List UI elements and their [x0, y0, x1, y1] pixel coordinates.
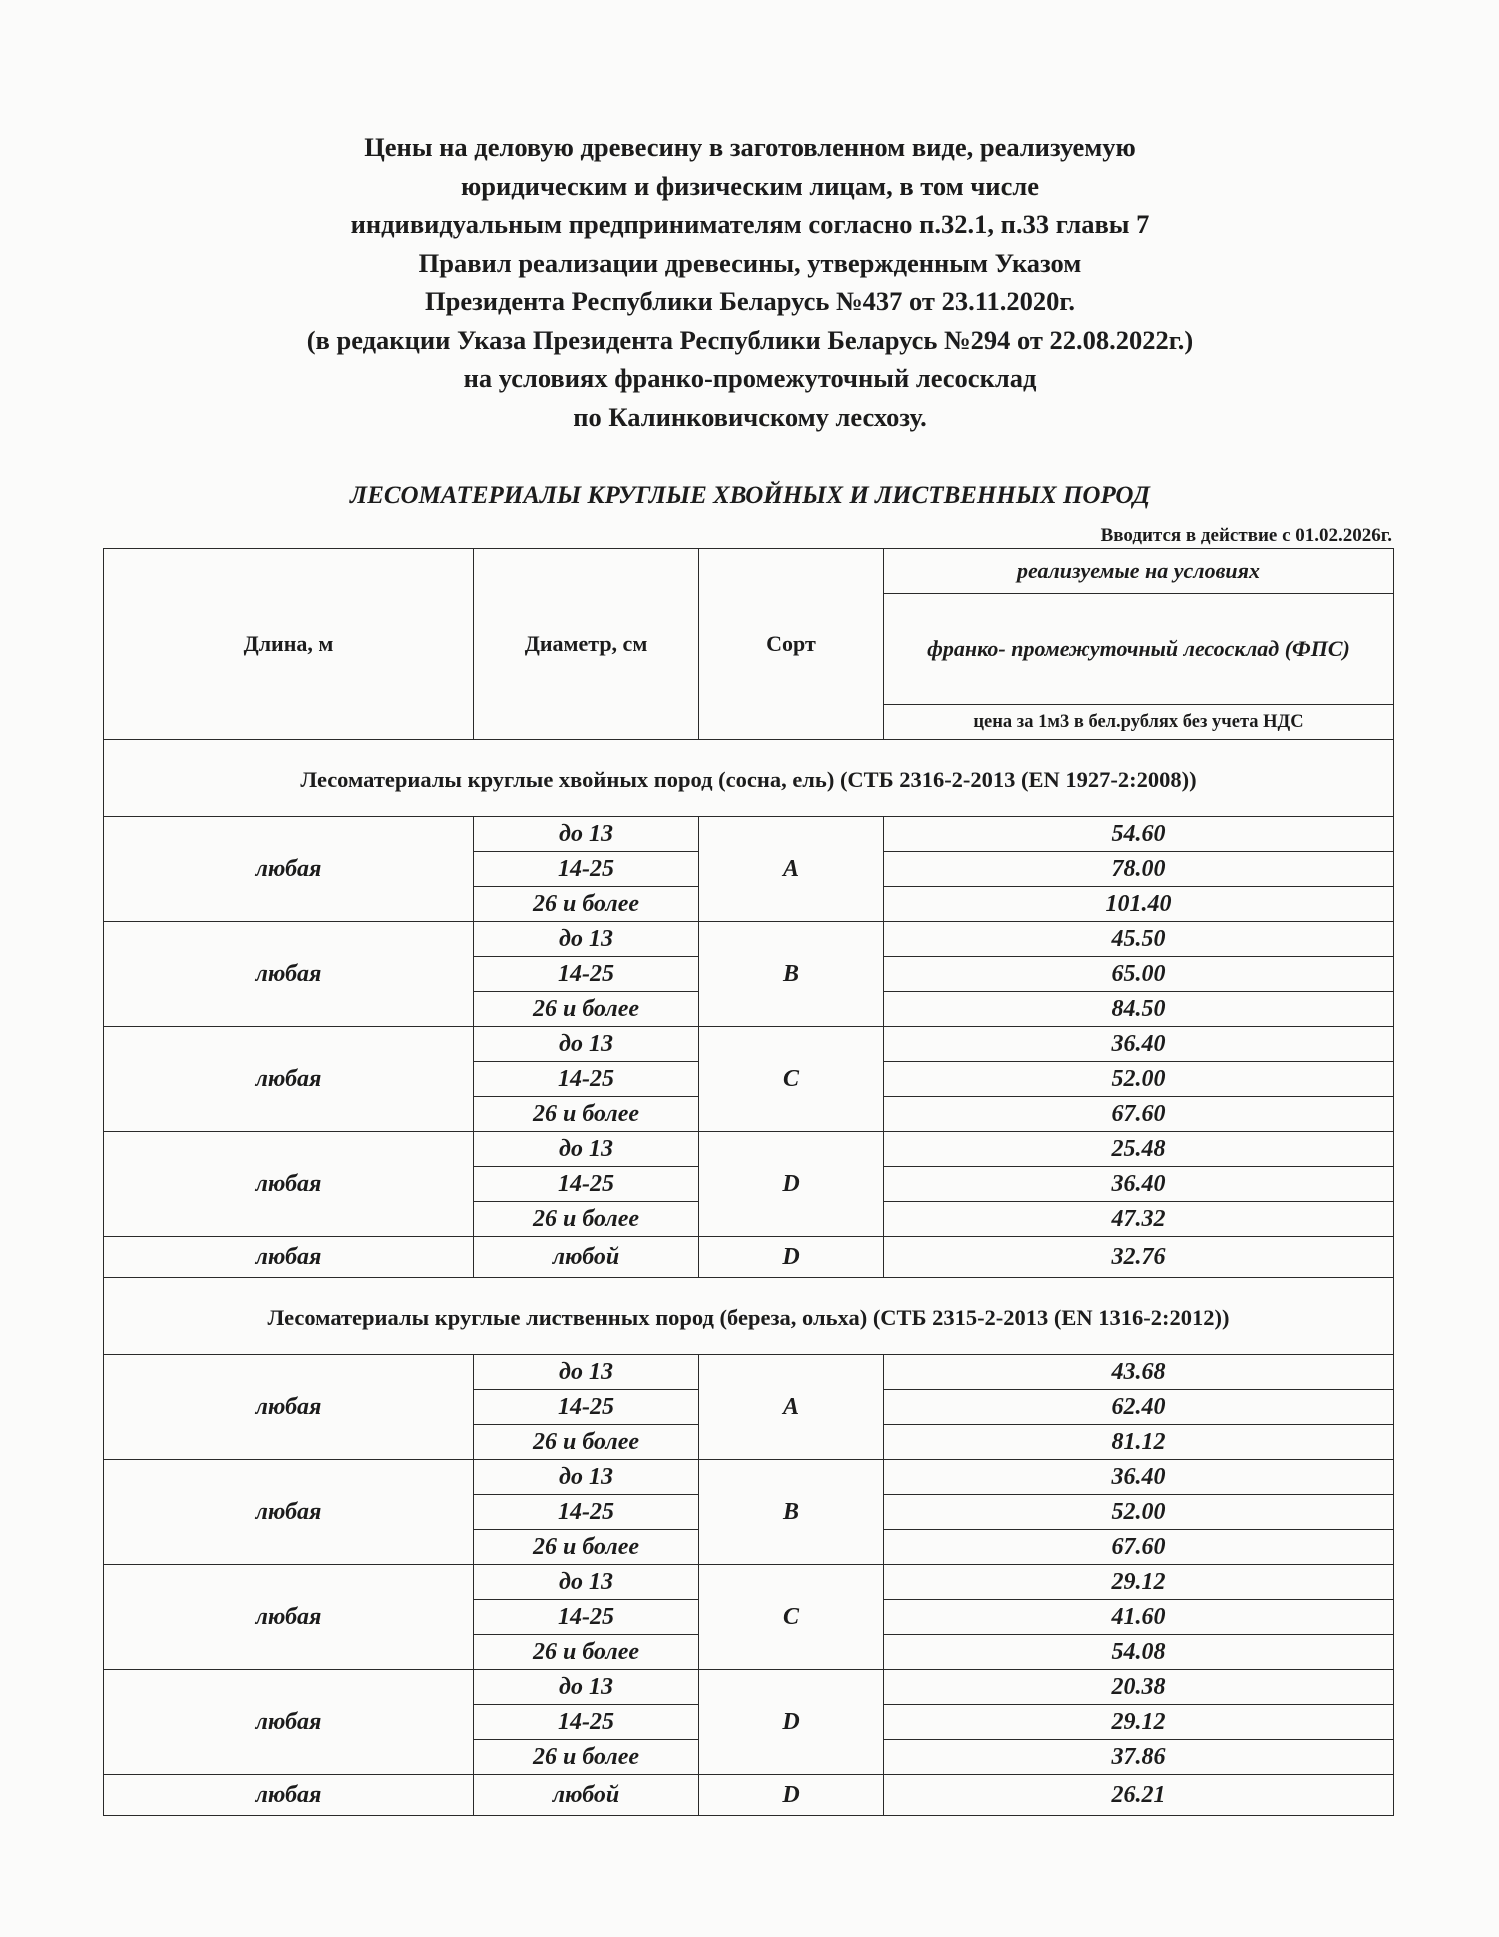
diameter-cell: 14-25	[474, 1600, 699, 1635]
header-diameter: Диаметр, см	[474, 549, 699, 740]
price-cell: 52.00	[884, 1062, 1394, 1097]
diameter-cell: любой	[474, 1775, 699, 1816]
header-length: Длина, м	[104, 549, 474, 740]
price-cell: 67.60	[884, 1530, 1394, 1565]
diameter-cell: 14-25	[474, 1062, 699, 1097]
diameter-cell: до 13	[474, 922, 699, 957]
diameter-cell: 26 и более	[474, 992, 699, 1027]
diameter-cell: 26 и более	[474, 1097, 699, 1132]
price-cell: 101.40	[884, 887, 1394, 922]
diameter-cell: 26 и более	[474, 1740, 699, 1775]
table-row	[104, 1775, 1394, 1816]
diameter-cell: 14-25	[474, 1167, 699, 1202]
header-price-unit: цена за 1м3 в бел.рублях без учета НДС	[884, 705, 1394, 740]
table-row	[104, 1237, 1394, 1278]
price-cell: 78.00	[884, 852, 1394, 887]
price-cell: 43.68	[884, 1355, 1394, 1390]
section-title: Лесоматериалы круглые лиственных пород (береза, ольха) (СТБ 2315-2-2013 (EN 1316-2:2012))	[104, 1278, 1394, 1355]
table-row	[104, 1132, 1394, 1167]
price-cell: 54.60	[884, 817, 1394, 852]
section-title: Лесоматериалы круглые хвойных пород (сосна, ель) (СТБ 2316-2-2013 (EN 1927-2:2008))	[104, 740, 1394, 817]
price-cell: 36.40	[884, 1167, 1394, 1202]
diameter-cell: до 13	[474, 1670, 699, 1705]
price-cell: 54.08	[884, 1635, 1394, 1670]
document-title	[150, 128, 1350, 436]
title-line: юридическим и физическим лицам, в том числе	[461, 170, 1039, 201]
title-line: по Калинковичскому лесхозу.	[573, 401, 927, 432]
price-cell: 81.12	[884, 1425, 1394, 1460]
section-header-row	[104, 740, 1394, 817]
table-row	[104, 817, 1394, 852]
price-cell: 62.40	[884, 1390, 1394, 1425]
length-cell: любая	[104, 1237, 474, 1278]
diameter-cell: 14-25	[474, 1495, 699, 1530]
length-cell: любая	[104, 1027, 474, 1132]
grade-cell: A	[699, 817, 884, 922]
diameter-cell: 14-25	[474, 957, 699, 992]
grade-cell: D	[699, 1237, 884, 1278]
effective-date: Вводится в действие с 01.02.2026г.	[1100, 525, 1392, 546]
header-terms: реализуемые на условиях	[884, 549, 1394, 594]
title-line: Правил реализации древесины, утвержденным Указом	[418, 247, 1082, 278]
price-cell: 65.00	[884, 957, 1394, 992]
title-line: Президента Республики Беларусь №437 от 23.11.2020г.	[424, 286, 1076, 316]
table-row	[104, 1670, 1394, 1705]
price-cell: 32.76	[884, 1237, 1394, 1278]
grade-cell: B	[699, 922, 884, 1027]
title-line: (в редакции Указа Президента Республики Беларусь №294 от 22.08.2022г.)	[306, 324, 1194, 355]
length-cell: любая	[104, 1565, 474, 1670]
table-row	[104, 1460, 1394, 1495]
header-row	[104, 549, 1394, 594]
price-cell: 52.00	[884, 1495, 1394, 1530]
diameter-cell: 26 и более	[474, 1530, 699, 1565]
length-cell: любая	[104, 1355, 474, 1460]
diameter-cell: 14-25	[474, 1390, 699, 1425]
price-cell: 25.48	[884, 1132, 1394, 1167]
grade-cell: C	[699, 1027, 884, 1132]
diameter-cell: до 13	[474, 1460, 699, 1495]
price-table	[103, 548, 1394, 1816]
length-cell: любая	[104, 1460, 474, 1565]
diameter-cell: до 13	[474, 817, 699, 852]
price-cell: 67.60	[884, 1097, 1394, 1132]
grade-cell: D	[699, 1775, 884, 1816]
table-subtitle: ЛЕСОМАТЕРИАЛЫ КРУГЛЫЕ ХВОЙНЫХ И ЛИСТВЕННЫХ ПОРОД	[350, 482, 1150, 509]
diameter-cell: до 13	[474, 1027, 699, 1062]
diameter-cell: до 13	[474, 1565, 699, 1600]
price-cell: 37.86	[884, 1740, 1394, 1775]
section-header-row	[104, 1278, 1394, 1355]
length-cell: любая	[104, 1775, 474, 1816]
price-cell: 26.21	[884, 1775, 1394, 1816]
grade-cell: B	[699, 1460, 884, 1565]
price-cell: 29.12	[884, 1705, 1394, 1740]
length-cell: любая	[104, 1132, 474, 1237]
price-cell: 47.32	[884, 1202, 1394, 1237]
title-line: индивидуальным предпринимателям согласно п.32.1, п.33 главы 7	[350, 209, 1150, 239]
grade-cell: D	[699, 1670, 884, 1775]
price-cell: 29.12	[884, 1565, 1394, 1600]
header-grade: Сорт	[699, 549, 884, 740]
price-cell: 41.60	[884, 1600, 1394, 1635]
grade-cell: A	[699, 1355, 884, 1460]
diameter-cell: 26 и более	[474, 1202, 699, 1237]
price-cell: 84.50	[884, 992, 1394, 1027]
table-row	[104, 922, 1394, 957]
length-cell: любая	[104, 922, 474, 1027]
header-condition: франко- промежуточный лесосклад (ФПС)	[884, 594, 1394, 705]
table-row	[104, 1355, 1394, 1390]
diameter-cell: 26 и более	[474, 887, 699, 922]
title-line: Цены на деловую древесину в заготовленном виде, реализуемую	[364, 132, 1136, 162]
diameter-cell: до 13	[474, 1132, 699, 1167]
table-row	[104, 1565, 1394, 1600]
diameter-cell: 14-25	[474, 852, 699, 887]
title-line: на условиях франко-промежуточный лесосклад	[463, 363, 1037, 393]
grade-cell: D	[699, 1132, 884, 1237]
diameter-cell: до 13	[474, 1355, 699, 1390]
length-cell: любая	[104, 1670, 474, 1775]
diameter-cell: 26 и более	[474, 1635, 699, 1670]
grade-cell: C	[699, 1565, 884, 1670]
price-cell: 36.40	[884, 1027, 1394, 1062]
diameter-cell: любой	[474, 1237, 699, 1278]
length-cell: любая	[104, 817, 474, 922]
table-row	[104, 1027, 1394, 1062]
diameter-cell: 26 и более	[474, 1425, 699, 1460]
price-cell: 45.50	[884, 922, 1394, 957]
diameter-cell: 14-25	[474, 1705, 699, 1740]
price-cell: 36.40	[884, 1460, 1394, 1495]
price-cell: 20.38	[884, 1670, 1394, 1705]
